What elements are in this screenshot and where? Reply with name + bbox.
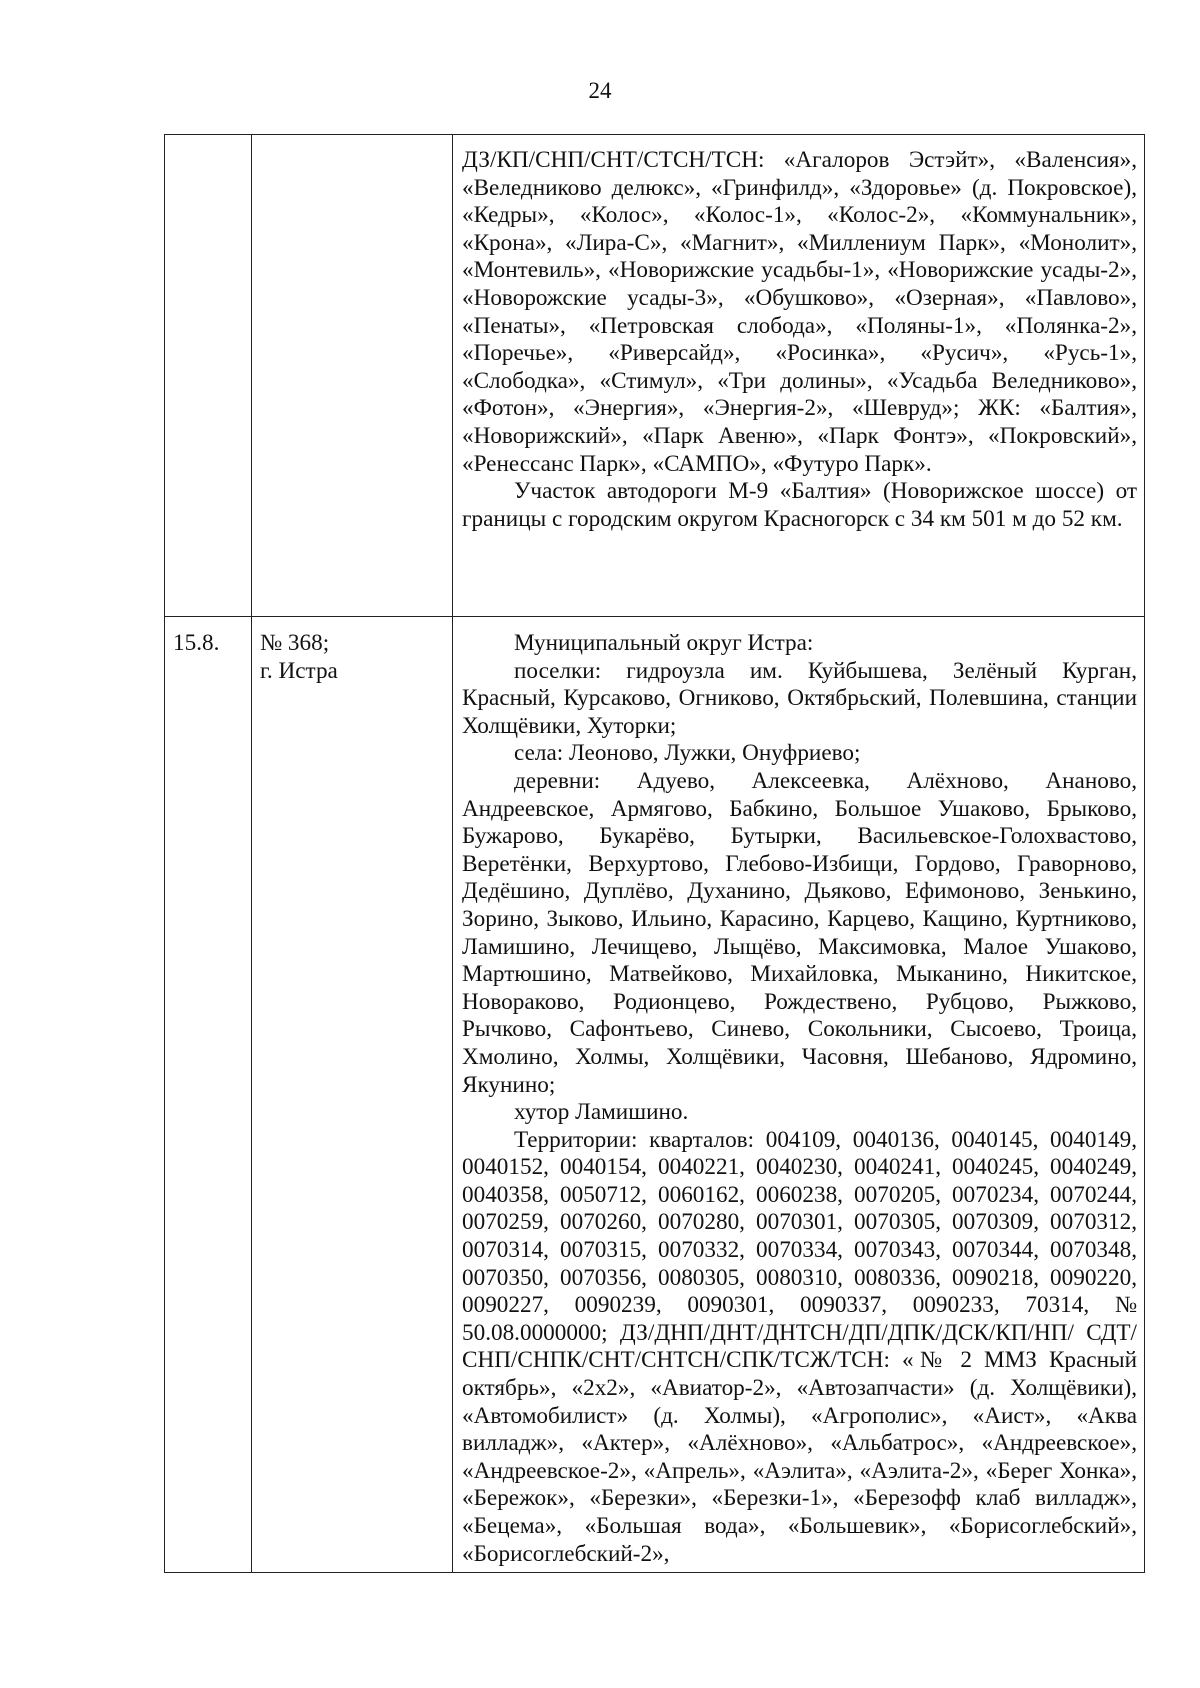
- description-paragraph: Территории: кварталов: 004109, 0040136, 0040145, 0040149, 0040152, 0040154, 0040221, 0040230, 0040241, 0040245, 0040249, 0040358, 0050712, 0060162, 0060238, 0070205, 0070234, 0070244, 0070259, 0070260, 0070280, 0070301, 0070305, 0070309, 0070312, 0070314, 0070315, 0070332, 0070334, 0070343, 0070344, 0070348, 0070350, 0070356, 0080305, 0080310, 0080336, 0090218, 0090220, 0090227, 0090239, 0090301, 0090337, 0090233, 70314, № 50.08.0000000; ДЗ/ДНП/ДНТ/ДНТСН/ДП/ДПК/ДСК/КП/НП/ СДТ/СНП/СНПК/СНТ/СНТСН/СПК/ТСЖ/ТСН: «№ 2 ММЗ Красный октябрь», «2х2», «Авиатор-2», «Автозапчасти» (д. Холщёвики), «Автомобилист» (д. Холмы), «Агрополис», «Аист», «Аква вилладж», «Актер», «Алёхново», «Альбатрос», «Андреевское», «Андреевское-2», «Апрель», «Аэлита», «Аэлита-2», «Берег Хонка», «Бережок», «Березки», «Березки-1», «Березофф клаб вилладж», «Бецема», «Большая вода», «Большевик», «Борисоглебский», «Борисоглебский-2»,: [462, 1126, 1137, 1567]
- district-city: г. Истра: [260, 657, 338, 684]
- document-table: [164, 134, 1145, 1573]
- description-paragraph: ДЗ/КП/СНП/СНТ/СТСН/ТСН: «Агалоров Эстэйт», «Валенсия», «Веледниково делюкс», «Гринфилд», «Здоровье» (д. Покровское), «Кедры», «Колос», «Колос-1», «Колос-2», «Коммунальник», «Крона», «Лира-С», «Магнит», «Миллениум Парк», «Монолит», «Монтевиль», «Новорижские усадьбы-1», «Новорижские усады-2», «Новорожские усады-3», «Обушково», «Озерная», «Павлово», «Пенаты», «Петровская слобода», «Поляны-1», «Полянка-2», «Поречье», «Риверсайд», «Росинка», «Русич», «Русь-1», «Слободка», «Стимул», «Три долины», «Усадьба Веледниково», «Фотон», «Энергия», «Энергия-2», «Шевруд»; ЖК: «Балтия», «Новорижский», «Парк Авеню», «Парк Фонтэ», «Покровский», «Ренессанс Парк», «САМПО», «Футуро Парк».: [462, 147, 1137, 477]
- district-name: [252, 617, 452, 689]
- district-number: № 368;: [260, 630, 330, 656]
- district-cell: [252, 135, 453, 617]
- table-row: [165, 135, 1145, 617]
- description-paragraph: поселки: гидроузла им. Куйбышева, Зелёный Курган, Красный, Курсаково, Огниково, Октябрьский, Полевшина, станции Холщёвики, Хуторки;: [462, 657, 1137, 739]
- page-number: 24: [588, 78, 612, 103]
- description-cell: [453, 135, 1145, 617]
- row-number-cell: [165, 135, 252, 617]
- description: [453, 617, 1144, 1572]
- description-cell: [453, 617, 1145, 1573]
- district-cell: [252, 617, 453, 1573]
- row-number: [165, 135, 251, 143]
- description: [453, 135, 1144, 541]
- district-name: [252, 135, 452, 143]
- description-paragraph: села: Леоново, Лужки, Онуфриево;: [514, 740, 861, 767]
- description-paragraph: Участок автодороги М-9 «Балтия» (Новорижское шоссе) от границы с городским округом Красногорск с 34 км 501 м до 52 км.: [462, 478, 1137, 532]
- description-paragraph: хутор Ламишино.: [514, 1099, 689, 1126]
- row-number-cell: [165, 617, 252, 1573]
- table-row: [165, 617, 1145, 1573]
- row-number: 15.8.: [173, 630, 220, 656]
- description-paragraph: Муниципальный округ Истра:: [514, 630, 814, 656]
- description-paragraph: деревни: Адуево, Алексеевка, Алёхново, Ананово, Андреевское, Армягово, Бабкино, Большое Ушаково, Брыково, Бужарово, Букарёво, Бутырки, Васильевское-Голохвастово, Веретёнки, Верхуртово, Глебово-Избищи, Гордово, Граворново, Дедёшино, Дуплёво, Духанино, Дьяково, Ефимоново, Зенькино, Зорино, Зыково, Ильино, Карасино, Карцево, Кащино, Куртниково, Ламишино, Лечищево, Лыщёво, Максимовка, Малое Ушаково, Мартюшино, Матвейково, Михайловка, Мыканино, Никитское, Новораково, Родионцево, Рождествено, Рубцово, Рыжково, Рычково, Сафонтьево, Синево, Сокольники, Сысоево, Троица, Хмолино, Холмы, Холщёвики, Часовня, Шебаново, Ядромино, Якунино;: [462, 767, 1137, 1098]
